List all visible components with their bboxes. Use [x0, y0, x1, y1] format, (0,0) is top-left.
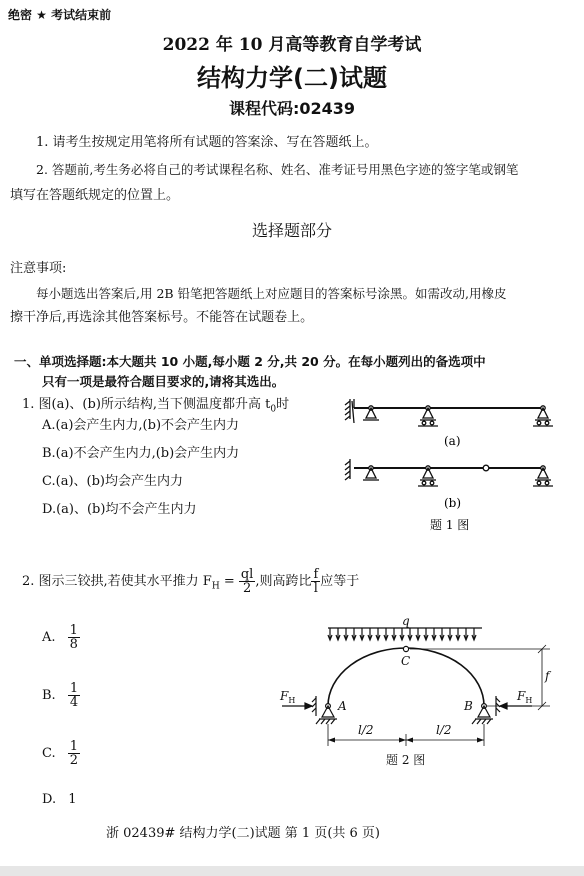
exam-title: 2022 年 10 月高等教育自学考试	[162, 35, 422, 55]
figure-1	[340, 395, 570, 540]
load-label-q: q	[402, 614, 410, 628]
instruction-2-line1: 2. 答题前,考生务必将自己的考试课程名称、姓名、准考证号用黑色字迹的签字笔或钢笔	[36, 162, 519, 177]
crown-label-c: C	[401, 654, 411, 668]
q2-stem-start: 2. 图示三铰拱,若使其水平推力 F	[22, 574, 212, 589]
q2-option-a-num: 1	[69, 623, 78, 638]
q2-ratio-den: l	[313, 581, 318, 596]
q2-option-b-num: 1	[69, 681, 79, 696]
q2-option-a-fraction	[68, 624, 80, 651]
q2-option-d-value: 1	[68, 792, 77, 807]
instruction-1: 1. 请考生按规定用笔将所有试题的答案涂、写在答题纸上。	[36, 135, 378, 150]
page-footer: 浙 02439# 结构力学(二)试题 第 1 页(共 6 页)	[106, 826, 381, 841]
span-label-left: l/2	[358, 723, 374, 737]
support-label-a: A	[338, 699, 347, 713]
subject-title: 结构力学(二)试题	[197, 64, 387, 92]
q2-stem-sub: H	[211, 581, 220, 592]
figure-1-label-a: (a)	[444, 434, 461, 448]
q2-option-c	[42, 740, 80, 767]
support-a	[312, 696, 337, 724]
instruction-2-line2: 填写在答题纸规定的位置上。	[10, 188, 180, 203]
q2-ratio-num: f	[313, 567, 319, 582]
q2-ratio-fraction	[311, 568, 320, 595]
thrust-left-arrow	[282, 703, 312, 709]
confidential-label: 绝密 ★ 考试结束前	[8, 8, 112, 22]
rise-label-f: f	[545, 669, 550, 683]
q2-option-c-label: C.	[42, 746, 56, 761]
figure-1-caption: 题 1 图	[430, 518, 470, 532]
q2-option-a-den: 8	[69, 637, 78, 652]
notice-label: 注意事项:	[10, 261, 67, 276]
notice-line2: 擦干净后,再选涂其他答案标号。不能答在试题卷上。	[10, 310, 314, 325]
figure-2-caption: 题 2 图	[386, 753, 426, 767]
notice-line1: 每小题选出答案后,用 2B 铅笔把答题纸上对应题目的答案标号涂黑。如需改动,用橡皮	[36, 286, 507, 301]
q2-fh-num: ql	[240, 567, 254, 582]
beam-a	[345, 399, 553, 426]
q1-stem-sub: 0	[270, 404, 277, 415]
thrust-label-right: $F_H$	[517, 689, 533, 705]
part1-heading-line1: 一、单项选择题:本大题共 10 小题,每小题 2 分,共 20 分。在每小题列出的备选项中	[14, 354, 486, 369]
section-title: 选择题部分	[251, 221, 332, 240]
support-b	[472, 696, 500, 724]
q1-option-b: B.(a)不会产生内力,(b)会产生内力	[42, 446, 240, 461]
q2-option-b-label: B.	[42, 688, 56, 703]
q2-stem-end: 应等于	[320, 574, 360, 589]
q2-option-b-fraction	[68, 682, 80, 709]
q2-fh-den: 2	[242, 581, 252, 596]
q2-option-b-den: 4	[69, 695, 79, 710]
q2-option-c-num: 1	[69, 739, 79, 754]
q2-option-a-label: A.	[42, 630, 56, 645]
q2-option-c-den: 2	[69, 753, 79, 768]
figure-1-label-b: (b)	[444, 496, 462, 510]
q1-stem-end: 时	[276, 397, 290, 412]
crown-hinge	[403, 646, 408, 651]
q1-option-a: A.(a)会产生内力,(b)不会产生内力	[42, 418, 240, 433]
part1-heading-line2: 只有一项是最符合题目要求的,请将其选出。	[42, 374, 285, 389]
q1-option-d: D.(a)、(b)均不会产生内力	[42, 502, 197, 517]
q2-option-d	[42, 792, 77, 807]
figure-2	[270, 612, 570, 772]
span-dimension	[328, 724, 484, 746]
beam-b	[345, 459, 553, 486]
thrust-label-left: $F_H$	[280, 689, 296, 705]
q1-option-c: C.(a)、(b)均会产生内力	[42, 474, 183, 489]
q2-fh-fraction	[239, 568, 255, 595]
q2-stem	[22, 568, 359, 595]
q2-stem-eq: =	[219, 574, 239, 589]
q2-option-d-label: D.	[42, 792, 57, 807]
support-label-b: B	[464, 699, 473, 713]
q2-option-b	[42, 682, 80, 709]
q1-stem-text: 1. 图(a)、(b)所示结构,当下侧温度都升高 t	[22, 397, 271, 412]
q2-option-a	[42, 624, 80, 651]
q2-stem-mid: ,则高跨比	[255, 574, 312, 589]
page-bottom-strip	[0, 866, 584, 876]
course-code: 课程代码:02439	[228, 99, 356, 118]
span-label-right: l/2	[436, 723, 452, 737]
q2-option-c-fraction	[68, 740, 80, 767]
distributed-load	[328, 628, 482, 640]
